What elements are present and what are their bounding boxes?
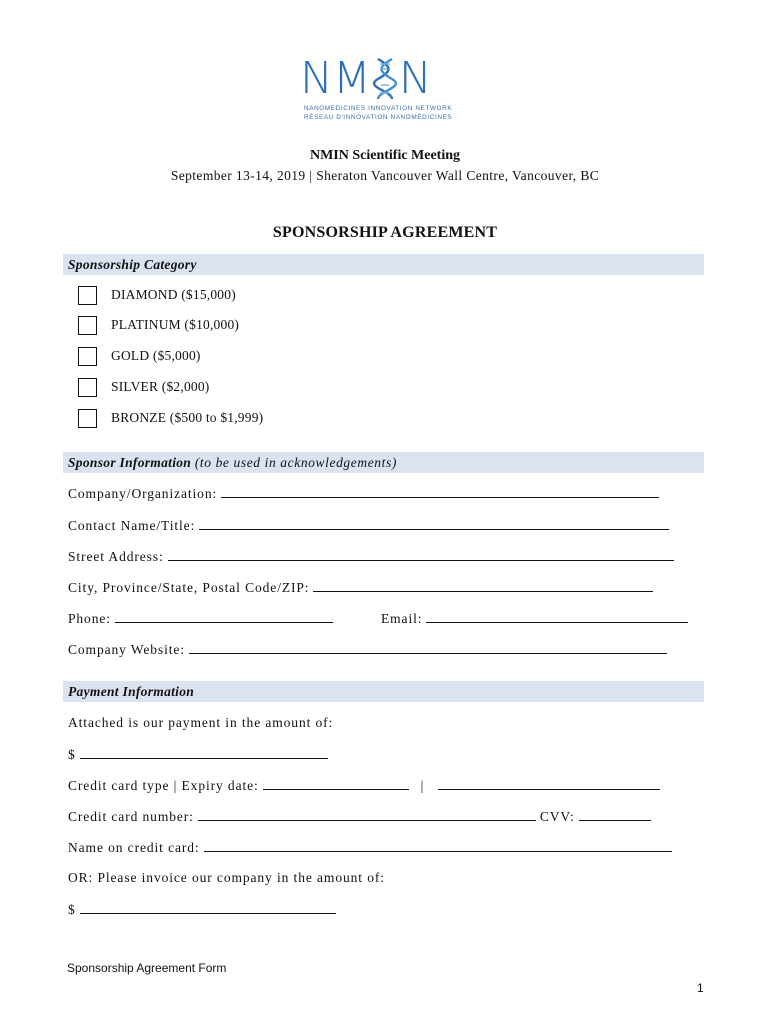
phone-field[interactable] — [68, 609, 333, 627]
city-input-line[interactable] — [313, 578, 653, 592]
logo-letter-n-2: N — [398, 53, 432, 104]
city-field[interactable] — [68, 578, 653, 596]
name-on-card-input-line[interactable] — [204, 838, 672, 852]
field-label: Name on credit card: — [68, 840, 200, 855]
invoice-amount-field[interactable] — [68, 900, 336, 918]
card-type-input-line[interactable] — [438, 776, 660, 790]
dollar-sign: $ — [68, 747, 76, 762]
section-heading: Sponsorship Category — [68, 257, 197, 272]
payment-amount-line[interactable] — [80, 745, 328, 759]
checkbox-gold[interactable] — [78, 347, 97, 366]
option-diamond[interactable] — [78, 284, 236, 306]
meeting-title: NMIN Scientific Meeting — [309, 148, 461, 163]
option-label: GOLD ($5,000) — [111, 348, 201, 363]
website-input-line[interactable] — [189, 640, 667, 654]
section-sponsor-information — [63, 452, 704, 473]
section-heading: Sponsor Information — [68, 455, 192, 470]
option-bronze[interactable] — [78, 407, 263, 429]
field-label: Credit card number: — [68, 809, 194, 824]
field-label: Contact Name/Title: — [68, 518, 196, 533]
dna-helix-icon — [372, 55, 398, 103]
attached-payment-text — [68, 714, 333, 732]
email-input-line[interactable] — [426, 609, 688, 623]
option-silver[interactable] — [78, 376, 210, 398]
field-label: Attached is our payment in the amount of: — [68, 715, 334, 730]
email-field[interactable] — [381, 609, 688, 627]
field-label: Credit card type | Expiry date: — [68, 778, 259, 793]
footer-form-name: Sponsorship Agreement Form — [67, 961, 227, 975]
field-label: Street Address: — [68, 549, 164, 564]
page-number: 1 — [697, 981, 704, 995]
option-label: BRONZE ($500 to $1,999) — [111, 410, 264, 425]
section-sponsorship-category — [63, 254, 704, 275]
nmin-logo — [300, 55, 472, 125]
dollar-sign: $ — [68, 902, 76, 917]
separator: | — [420, 778, 425, 793]
cvv-input-line[interactable] — [579, 807, 651, 821]
website-field[interactable] — [68, 640, 667, 658]
street-input-line[interactable] — [168, 547, 674, 561]
company-field[interactable] — [68, 484, 659, 502]
logo-letter-n: N — [300, 53, 333, 104]
invoice-text — [68, 869, 385, 887]
checkbox-diamond[interactable] — [78, 286, 97, 305]
option-gold[interactable] — [78, 345, 201, 367]
name-on-card-field[interactable] — [68, 838, 672, 856]
logo-subtitle-fr: RÉSEAU D'INNOVATION NANOMÉDICINES — [304, 114, 453, 121]
option-label: PLATINUM ($10,000) — [111, 317, 240, 332]
payment-amount-field[interactable] — [68, 745, 328, 763]
checkbox-silver[interactable] — [78, 378, 97, 397]
field-label: Phone: — [68, 611, 111, 626]
field-label: OR: Please invoice our company in the amount of: — [68, 870, 385, 885]
option-platinum[interactable] — [78, 314, 239, 336]
document-title: SPONSORSHIP AGREEMENT — [272, 224, 498, 241]
phone-input-line[interactable] — [115, 609, 333, 623]
meeting-subtitle: September 13-14, 2019 | Sheraton Vancouver Wall Centre, Vancouver, BC — [170, 168, 600, 183]
contact-field[interactable] — [68, 516, 669, 534]
section-heading: Payment Information — [68, 684, 195, 699]
field-label: Email: — [381, 611, 423, 626]
logo-letter-m: M — [332, 53, 371, 104]
card-number-field[interactable] — [68, 807, 651, 825]
card-number-input-line[interactable] — [198, 807, 536, 821]
section-note: (to be used in acknowledgements) — [194, 455, 397, 470]
company-input-line[interactable] — [221, 484, 659, 498]
invoice-amount-line[interactable] — [80, 900, 336, 914]
section-payment-information — [63, 681, 704, 702]
expiry-input-line[interactable] — [263, 776, 409, 790]
field-label: Company Website: — [68, 642, 185, 657]
field-label: City, Province/State, Postal Code/ZIP: — [68, 580, 310, 595]
contact-input-line[interactable] — [199, 516, 669, 530]
card-type-field[interactable] — [68, 776, 660, 794]
field-label: Company/Organization: — [68, 486, 218, 501]
street-field[interactable] — [68, 547, 674, 565]
checkbox-bronze[interactable] — [78, 409, 97, 428]
cvv-label: CVV: — [539, 809, 575, 824]
checkbox-platinum[interactable] — [78, 316, 97, 335]
logo-subtitle-en: NANOMEDICINES INNOVATION NETWORK — [304, 105, 453, 112]
option-label: SILVER ($2,000) — [111, 379, 210, 394]
option-label: DIAMOND ($15,000) — [111, 287, 236, 302]
